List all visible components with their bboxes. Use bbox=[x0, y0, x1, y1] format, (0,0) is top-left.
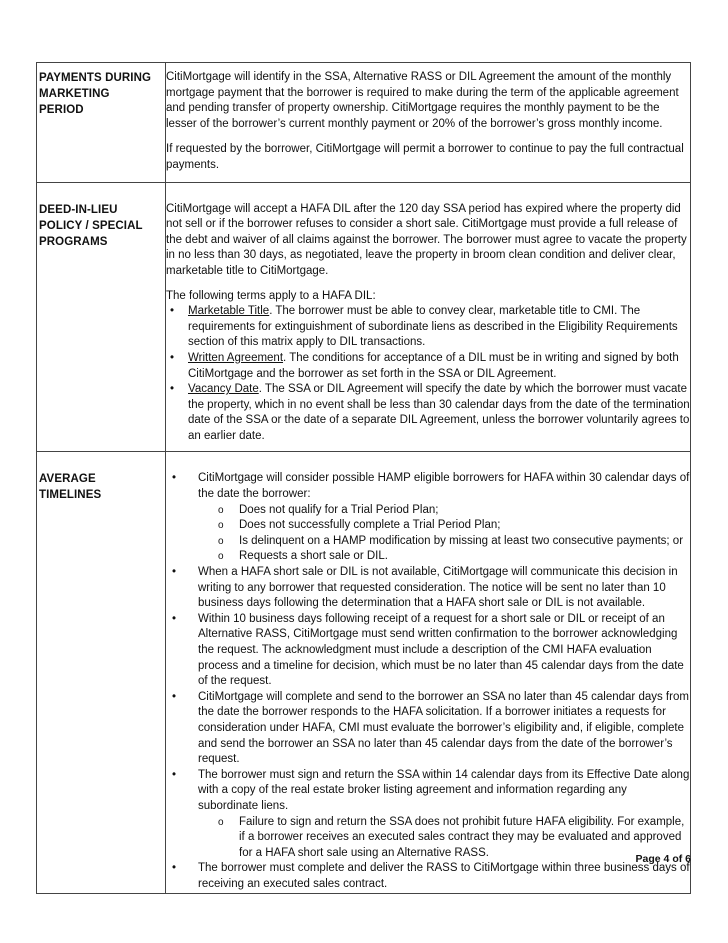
sub-list-item: o Requests a short sale or DIL. bbox=[198, 549, 690, 565]
terms-intro: The following terms apply to a HAFA DIL: bbox=[166, 289, 376, 302]
list-item bbox=[166, 768, 690, 862]
sub-list-item: o Does not successfully complete a Trial Period Plan; bbox=[198, 518, 690, 534]
list-item bbox=[166, 382, 690, 444]
paragraph: CitiMortgage will identify in the SSA, Alternative RASS or DIL Agreement the amount of the monthly mortgage payment that the borrower is required to make during the term of the applicable agreement and pending transfer of property ownership. CitiMortgage requires the monthly payment to be the lesser of the borrower’s current monthly payment or 20% of the borrower’s gross monthly income. bbox=[166, 71, 679, 130]
sub-list bbox=[198, 503, 690, 565]
term-text: . The conditions for acceptance of a DIL must be in writing and signed by both CitiMortgage and the borrower as set forth in the SSA or DIL Agreement. bbox=[188, 351, 679, 380]
row-label: PAYMENTS DURING MARKETING PERIOD bbox=[39, 72, 152, 116]
terms-list bbox=[166, 304, 690, 444]
paragraph: CitiMortgage will accept a HAFA DIL after the 120 day SSA period has expired where the property did not sell or if the borrower refuses to consider a short sale. CitiMortgage must provide a full release of the debt and waiver of all claims against the borrower. The borrower must agree to vacate the property in no less than 30 days, as negotiated, leave the property in broom clean condition and deliver clear, marketable title to CitiMortgage. bbox=[166, 202, 687, 277]
row-label: AVERAGE TIMELINES bbox=[39, 473, 102, 502]
row-content bbox=[166, 63, 691, 183]
list-item: • The borrower must complete and deliver the RASS to CitiMortgage within three business days of receiving an executed sales contract. bbox=[166, 861, 690, 892]
term-title: Marketable Title bbox=[188, 305, 270, 318]
row-deed-in-lieu-policy bbox=[37, 182, 691, 452]
row-content bbox=[166, 182, 691, 452]
row-average-timelines bbox=[37, 452, 691, 893]
row-payments-during-marketing-period bbox=[37, 63, 691, 183]
policy-matrix-table bbox=[36, 62, 691, 894]
list-item: • When a HAFA short sale or DIL is not available, CitiMortgage will communicate this decision in writing to any borrower that requested consideration. The notice will be sent no later than 10 business days following the determination that a HAFA short sale or DIL is not available. bbox=[166, 565, 690, 612]
term-text: . The borrower must be able to convey clear, marketable title to CMI. The requirements for extinguishment of subordinate liens as described in the Eligibility Requirements section of this matrix apply to DIL transactions. bbox=[188, 305, 678, 349]
bullet-text: CitiMortgage will consider possible HAMP eligible borrowers for HAFA within 30 calendar days of the date the borrower: bbox=[198, 472, 690, 501]
sub-list-item: o Does not qualify for a Trial Period Plan; bbox=[198, 503, 690, 519]
term-text: . The SSA or DIL Agreement will specify the date by which the borrower must vacate the property, which in no event shall be less than 30 calendar days from the date of the termination date of the SSA or the date of a separate DIL Agreement, unless the borrower voluntarily agrees to an earlier date. bbox=[188, 383, 690, 442]
sub-list-item: o Is delinquent on a HAMP modification by missing at least two consecutive payments; or bbox=[198, 534, 690, 550]
timelines-list bbox=[166, 471, 690, 892]
row-label: DEED-IN-LIEU POLICY / SPECIAL PROGRAMS bbox=[39, 203, 143, 248]
list-item: • CitiMortgage will complete and send to the borrower an SSA no later than 45 calendar days from the date the borrower responds to the HAFA solicitation. If a borrower initiates a requests for consideration under HAFA, CMI must evaluate the borrower’s eligibility and, if eligible, complete and send the borrower an SSA no later than 45 calendar days from the date of the borrower’s request. bbox=[166, 690, 690, 768]
list-item bbox=[166, 304, 690, 351]
paragraph: If requested by the borrower, CitiMortgage will permit a borrower to continue to pay the full contractual payments. bbox=[166, 143, 684, 171]
list-item: • Within 10 business days following receipt of a request for a short sale or DIL or receipt of an Alternative RASS, CitiMortgage must send written confirmation to the borrower acknowledging the request. The acknowledgment must include a description of the CMI HAFA evaluation process and a timeline for decision, which must be no later than 45 calendar days from the date of the request. bbox=[166, 612, 690, 690]
page-number: Page 4 of 6 bbox=[635, 853, 691, 865]
sub-list-item: o Failure to sign and return the SSA does not prohibit future HAFA eligibility. For example, if a borrower receives an executed sales contract they may be evaluated and approved for a HAFA short sale using an Alternative RASS. bbox=[198, 815, 690, 862]
term-title: Vacancy Date bbox=[188, 383, 259, 396]
list-item bbox=[166, 471, 690, 565]
sub-list bbox=[198, 815, 690, 862]
row-content bbox=[166, 452, 691, 893]
list-item bbox=[166, 351, 690, 382]
bullet-text: The borrower must sign and return the SSA within 14 calendar days from its Effective Date along with a copy of the real estate broker listing agreement and information regarding any subordinate liens. bbox=[198, 768, 690, 812]
term-title: Written Agreement bbox=[188, 351, 284, 364]
